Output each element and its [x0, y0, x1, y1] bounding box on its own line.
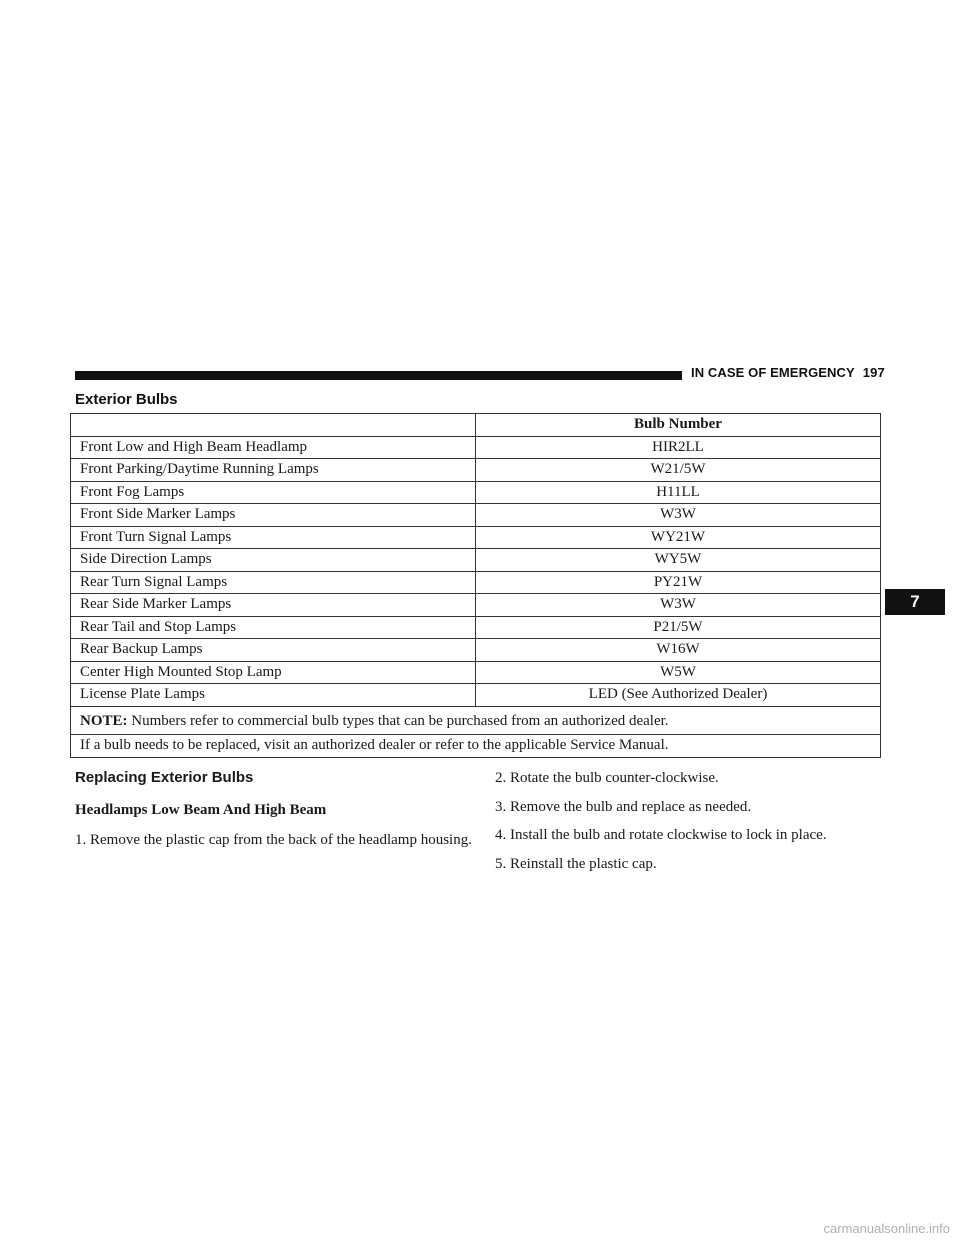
- instruction-step: 1. Remove the plastic cap from the back of the headlamp housing.: [75, 832, 472, 848]
- table-row: [71, 436, 881, 459]
- table-footer-row: [71, 735, 881, 758]
- table-body: [71, 436, 881, 706]
- replacing-subtitle: Headlamps Low Beam And High Beam: [75, 802, 327, 818]
- instruction-step: 3. Remove the bulb and replace as needed.: [495, 798, 752, 815]
- header-rule: [75, 371, 682, 380]
- table-row: [71, 481, 881, 504]
- bulb-number-cell: W3W: [476, 504, 881, 527]
- lamp-name-cell: Rear Tail and Stop Lamps: [71, 616, 476, 639]
- bulb-number-cell: WY21W: [476, 526, 881, 549]
- table-header-bulb-number: Bulb Number: [476, 414, 881, 437]
- table-row: [71, 549, 881, 572]
- bulb-number-cell: W3W: [476, 594, 881, 617]
- table-row: [71, 684, 881, 707]
- lamp-name-cell: Front Parking/Daytime Running Lamps: [71, 459, 476, 482]
- steps-left-list: [75, 830, 475, 850]
- page-number: 197: [862, 365, 885, 380]
- running-header: [691, 365, 885, 380]
- table-row: [71, 639, 881, 662]
- left-column: [75, 768, 475, 858]
- lamp-name-cell: Front Turn Signal Lamps: [71, 526, 476, 549]
- table-footer-text: If a bulb needs to be replaced, visit an authorized dealer or refer to the applicable Service Manual.: [71, 735, 881, 758]
- bulb-number-cell: W21/5W: [476, 459, 881, 482]
- bulb-table: [70, 413, 881, 758]
- header-section-name: IN CASE OF EMERGENCY: [691, 365, 855, 380]
- table-row: [71, 504, 881, 527]
- lamp-name-cell: License Plate Lamps: [71, 684, 476, 707]
- table-row: [71, 616, 881, 639]
- table-header-empty: [71, 414, 476, 437]
- bulb-number-cell: W5W: [476, 661, 881, 684]
- table-note-row: [71, 706, 881, 735]
- instruction-step: 4. Install the bulb and rotate clockwise to lock in place.: [495, 827, 827, 843]
- note-text: Numbers refer to commercial bulb types that can be purchased from an authorized dealer.: [131, 712, 669, 729]
- lamp-name-cell: Rear Side Marker Lamps: [71, 594, 476, 617]
- lamp-name-cell: Front Low and High Beam Headlamp: [71, 436, 476, 459]
- lamp-name-cell: Front Side Marker Lamps: [71, 504, 476, 527]
- bulb-number-cell: HIR2LL: [476, 436, 881, 459]
- instruction-step: 5. Reinstall the plastic cap.: [495, 855, 657, 872]
- table-row: [71, 661, 881, 684]
- note-label: NOTE:: [80, 712, 128, 729]
- lamp-name-cell: Center High Mounted Stop Lamp: [71, 661, 476, 684]
- steps-right-list: [495, 768, 885, 874]
- watermark: carmanualsonline.info: [823, 1221, 950, 1236]
- replacing-title: Replacing Exterior Bulbs: [75, 769, 254, 786]
- table-header-row: [71, 414, 881, 437]
- bulb-number-cell: W16W: [476, 639, 881, 662]
- table-row: [71, 594, 881, 617]
- lamp-name-cell: Front Fog Lamps: [71, 481, 476, 504]
- lamp-name-cell: Side Direction Lamps: [71, 549, 476, 572]
- bulb-number-cell: P21/5W: [476, 616, 881, 639]
- lamp-name-cell: Rear Backup Lamps: [71, 639, 476, 662]
- instruction-step: 2. Rotate the bulb counter-clockwise.: [495, 770, 719, 786]
- bulb-number-cell: LED (See Authorized Dealer): [476, 684, 881, 707]
- section-title: Exterior Bulbs: [75, 391, 178, 408]
- table-note: [71, 706, 881, 735]
- right-column: [495, 768, 885, 882]
- chapter-tab[interactable]: 7: [885, 589, 945, 615]
- table-row: [71, 526, 881, 549]
- table-row: [71, 459, 881, 482]
- bulb-number-cell: H11LL: [476, 481, 881, 504]
- lamp-name-cell: Rear Turn Signal Lamps: [71, 571, 476, 594]
- table-row: [71, 571, 881, 594]
- bulb-number-cell: PY21W: [476, 571, 881, 594]
- bulb-number-cell: WY5W: [476, 549, 881, 572]
